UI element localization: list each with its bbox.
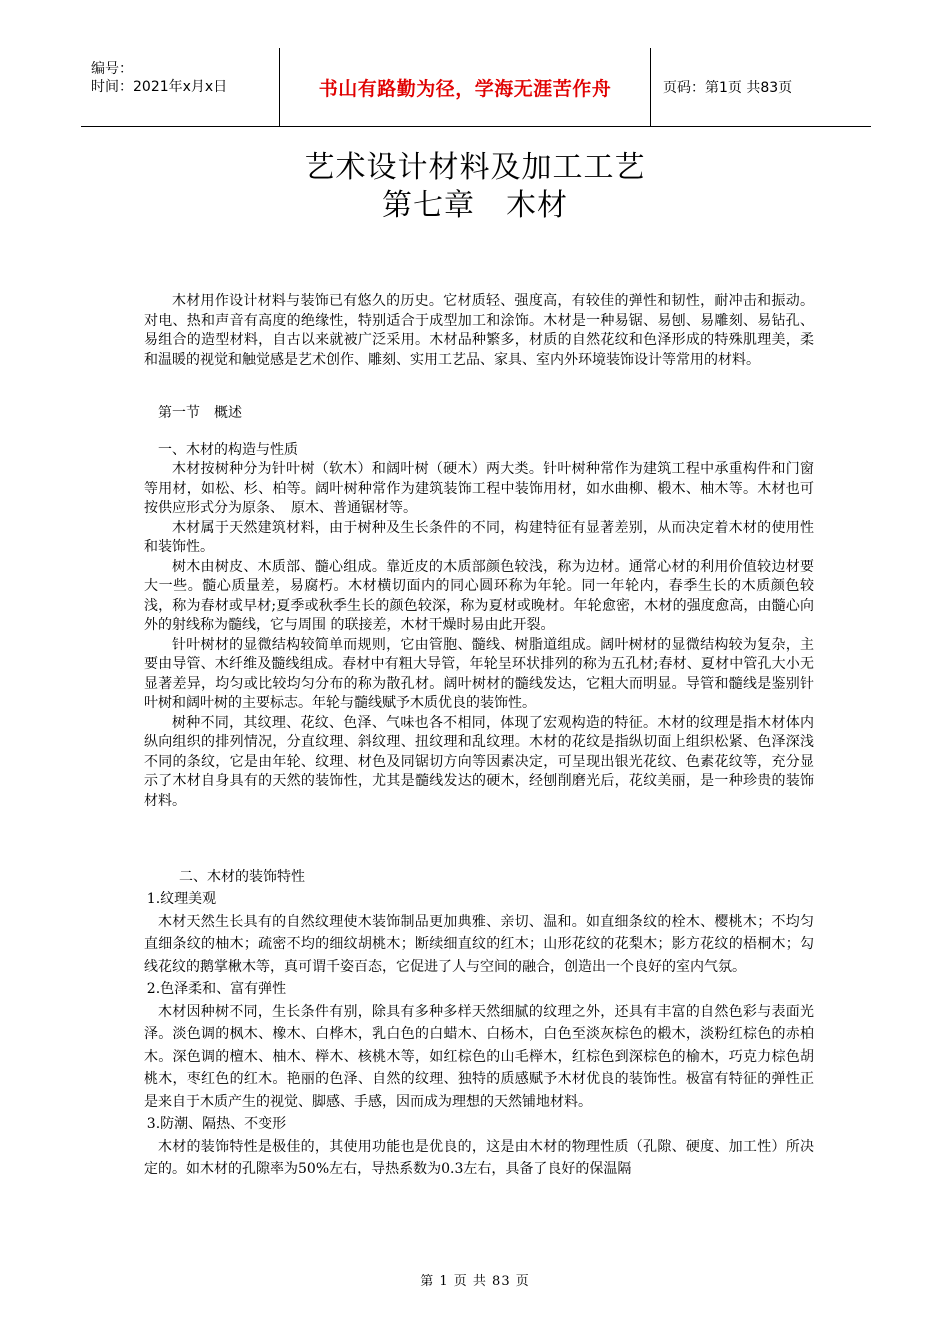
chapter-title: 第七章 木材 xyxy=(382,188,568,223)
item1-text: 木材天然生长具有的自然纹理使木装饰制品更加典雅、亲切、温和。如直细条纹的栓木、樱桃木；不均匀直细条纹的柚木；疏密不均的细纹胡桃木；断续细直纹的红木；山形花纹的花梨木；影方花纹的梧桐木；勾线花纹的鹅掌楸木等，真可谓千姿百态，它促进了人与空间的融合，创造出一个良好的室内气氛。 xyxy=(144,913,814,975)
paragraph-wood-types: 木材按树种分为针叶树（软木）和阔叶树（硬木）两大类。针叶树种常作为建筑工程中承重构件和门窗等用材，如松、杉、柏等。阔叶树种常作为建筑装饰工程中装饰用材，如水曲柳、椴木、柚木等。木材也可按供应形式分为原条、 原木、普通锯材等。 xyxy=(144,461,814,516)
item2-title: 2.色泽柔和、富有弹性 xyxy=(146,981,287,997)
document-title: 艺术设计材料及加工工艺 xyxy=(304,150,646,185)
page-header xyxy=(81,48,871,127)
item2-text: 木材因种树不同，生长条件有别，除具有多种多样天然细腻的纹理之外，还具有丰富的自然色彩与表面光泽。淡色调的枫木、橡木、白桦木，乳白色的白蜡木、白杨木，白色至淡灰棕色的椴木，淡粉红棕色的赤柏木。深色调的檀木、柚木、榉木、核桃木等，如红棕色的山毛榉木，红棕色到深棕色的榆木，巧克力棕色胡桃木，枣红色的红木。艳丽的色泽、自然的纹理、独特的质感赋予木材优良的装饰性。极富有特征的弹性正是来自于木质产生的视觉、脚感、手感，因而成为理想的天然铺地材料。 xyxy=(144,1003,814,1110)
paragraph-microstructure: 针叶树材的显微结构较简单而规则，它由管胞、髓线、树脂道组成。阔叶树材的显微结构较为复杂，主要由导管、木纤维及髓线组成。春材中有粗大导管，年轮呈环状排列的称为五孔材;春材、夏材中管孔大小无显著差异，均匀或比较均匀分布的称为散孔材。阔叶树材的髓线发达，它粗大而明显。导管和髓线是鉴别针叶树和阔叶树的主要标志。年轮与髓线赋予木质优良的装饰性。 xyxy=(144,636,814,711)
header-motto-cell xyxy=(279,48,651,126)
number-label: 编号： xyxy=(91,61,133,77)
header-page-info xyxy=(651,48,871,126)
paragraph-grain-texture: 树种不同，其纹理、花纹、色泽、气味也各不相同，体现了宏观构造的特征。木材的纹理是指木材体内纵向组织的排列情况，分直纹理、斜纹理、扭纹理和乱纹理。木材的花纹是指纵切面上组织松紧、色泽深浅不同的条纹，它是由年轮、纹理、材色及同锯切方向等因素决定，可呈现出银光花纹、色素花纹等，充分显示了木材自身具有的天然的装饰性，尤其是髓线发达的硬木，经刨削磨光后，花纹美丽，是一种珍贵的装饰材料。 xyxy=(144,714,814,809)
motto-text: 书山有路勤为径，学海无涯苦作舟 xyxy=(318,77,612,100)
section-heading-block xyxy=(144,403,814,423)
subsection1-title: 一、木材的构造与性质 xyxy=(158,442,298,458)
section1-title: 第一节 概述 xyxy=(158,405,242,421)
item1-title: 1.纹理美观 xyxy=(146,891,217,907)
time-label: 时间：2021年x月x日 xyxy=(91,79,228,95)
subsection2-title: 二、木材的装饰特性 xyxy=(179,869,305,885)
item3-title: 3.防潮、隔热、不变形 xyxy=(146,1116,287,1132)
section1-body xyxy=(144,440,814,811)
intro-paragraph: 木材用作设计材料与装饰已有悠久的历史。它材质轻、强度高，有较佳的弹性和韧性，耐冲击和振动。对电、热和声音有高度的绝缘性，特别适合于成型加工和涂饰。木材是一种易锯、易刨、易雕刻、易钻孔、易组合的造型材料，自古以来就被广泛采用。木材品种繁多，材质的自然花纹和色泽形成的特殊肌理美，柔和温暖的视觉和触觉感是艺术创作、雕刻、实用工艺品、家具、室内外环境装饰设计等常用的材料。 xyxy=(144,293,814,368)
page-info-text: 页码：第1页 共83页 xyxy=(663,80,793,96)
header-meta xyxy=(81,48,279,126)
page-footer: 第 1 页 共 83 页 xyxy=(420,1274,530,1289)
paragraph-tree-structure: 树木由树皮、木质部、髓心组成。靠近皮的木质部颜色较浅，称为边材。通常心材的利用价值较边材要大一些。髓心质量差，易腐朽。木材横切面内的同心圆环称为年轮。同一年轮内，春季生长的木质颜色较浅，称为春材或早材;夏季或秋季生长的颜色较深，称为夏材或晚材。年轮愈密，木材的强度愈高，由髓心向外的射线称为髓线，它与周围 的联接差，木材干燥时易由此开裂。 xyxy=(144,558,814,633)
paragraph-natural-material: 木材属于天然建筑材料，由于树种及生长条件的不同，构建特征有显著差别，从而决定着木材的使用性和装饰性。 xyxy=(144,519,814,555)
section2-body xyxy=(144,866,814,1181)
intro-block xyxy=(144,292,814,370)
item3-text: 木材的装饰特性是极佳的，其使用功能也是优良的，这是由木材的物理性质（孔隙、硬度、加工性）所决定的。如木材的孔隙率为50%左右，导热系数为0.3左右，具备了良好的保温隔 xyxy=(144,1138,814,1177)
